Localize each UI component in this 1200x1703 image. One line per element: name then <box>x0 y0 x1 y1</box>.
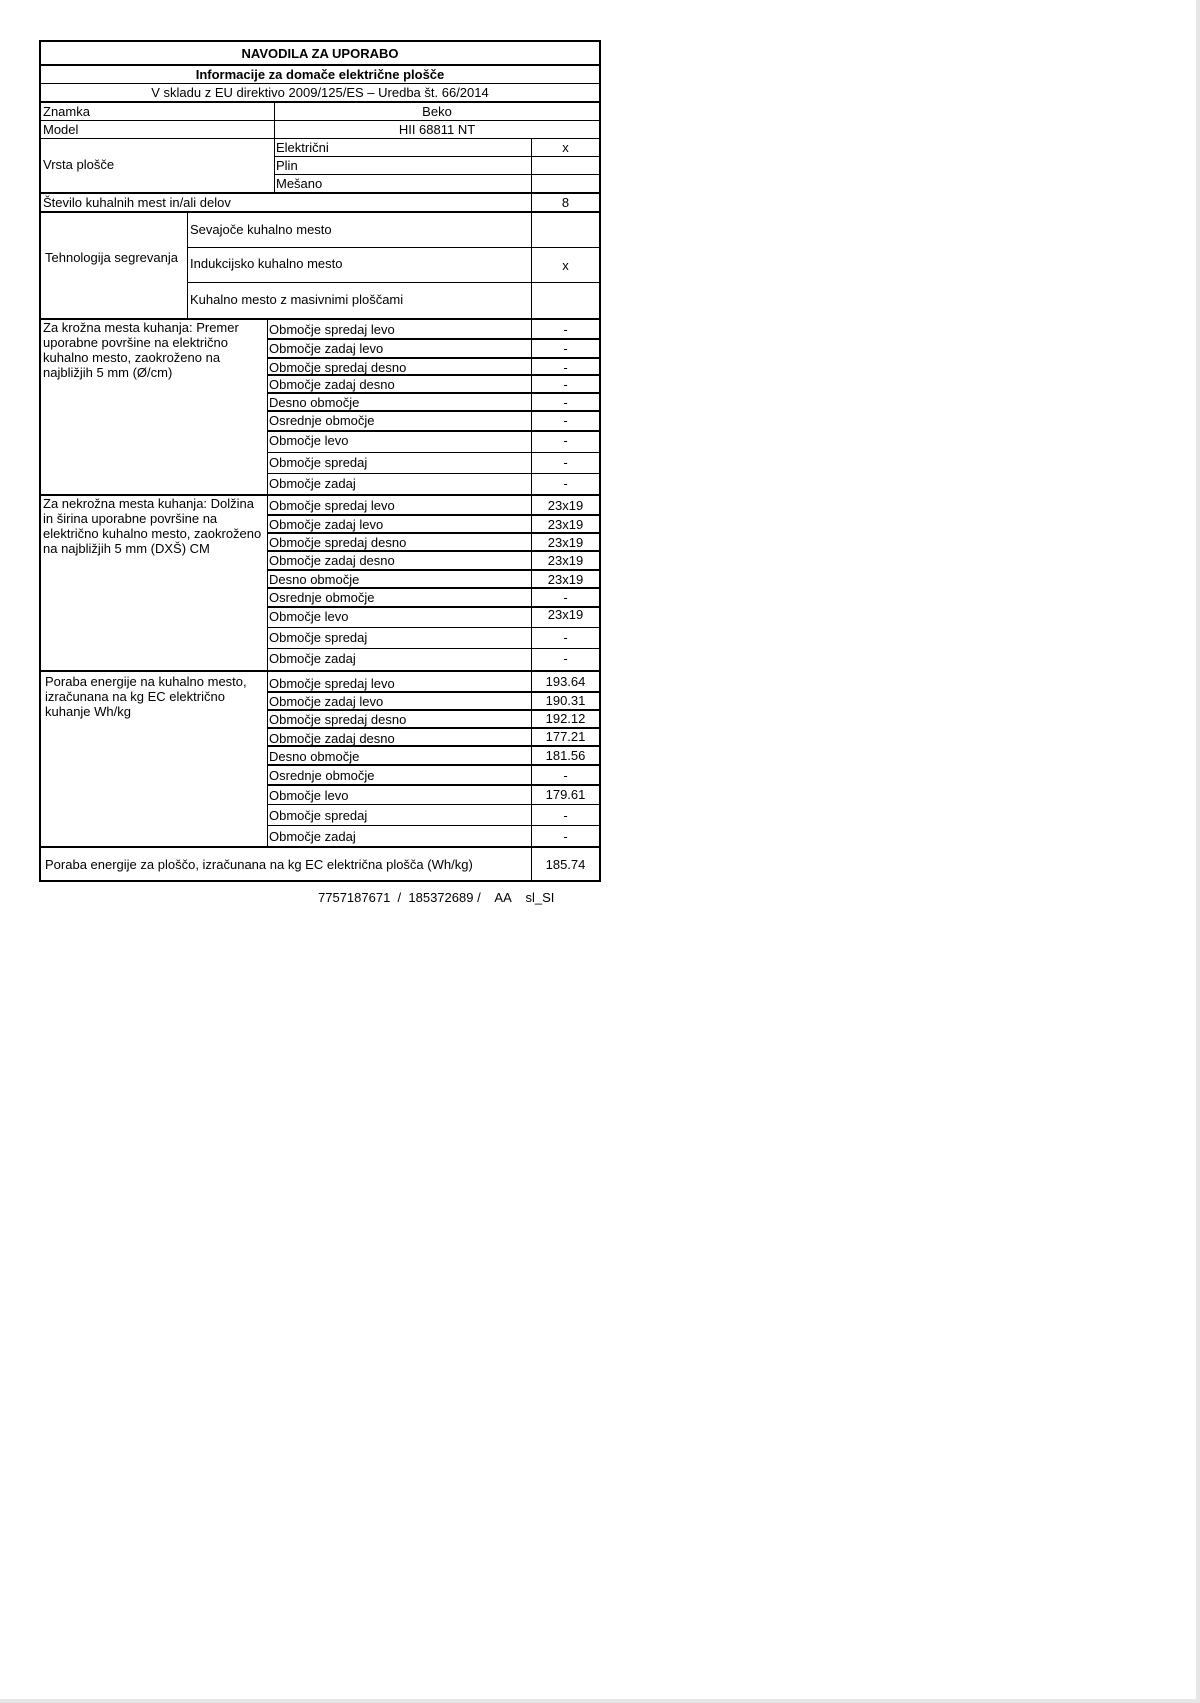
energy-zone-value: 190.31 <box>545 693 586 708</box>
circular-area: Območje spredaj <box>269 455 368 470</box>
circular-area: Območje levo <box>269 433 349 448</box>
energy-zone-area: Območje spredaj levo <box>269 676 395 691</box>
heating-tech-option: Sevajoče kuhalno mesto <box>190 222 332 237</box>
footer-code: 7757187671 <box>318 890 391 905</box>
brand-label: Znamka <box>43 104 90 119</box>
noncircular-value: - <box>563 590 568 605</box>
circular-value: - <box>563 360 568 375</box>
noncircular-label: Za nekrožna mesta kuhanja: Dolžina in širina uporabne površine na električno kuhalno mesto, zaokroženo na najbližjih 5 mm (DXŠ) CM <box>43 496 262 556</box>
plate-type-option: Plin <box>276 158 298 173</box>
circular-value: - <box>563 377 568 392</box>
circular-area: Območje spredaj desno <box>269 360 407 375</box>
circular-value: - <box>563 433 568 448</box>
noncircular-value: - <box>563 651 568 666</box>
energy-zone-value: 179.61 <box>545 787 586 802</box>
circular-area: Območje spredaj levo <box>269 322 395 337</box>
noncircular-area: Desno območje <box>269 572 360 587</box>
brand-value: Beko <box>422 104 452 119</box>
energy-zone-area: Osrednje območje <box>269 768 375 783</box>
noncircular-value: 23x19 <box>547 535 584 550</box>
circular-value: - <box>563 455 568 470</box>
circular-area: Območje zadaj desno <box>269 377 395 392</box>
circular-value: - <box>563 322 568 337</box>
noncircular-value: 23x19 <box>547 572 584 587</box>
energy-zone-area: Območje zadaj desno <box>269 731 395 746</box>
energy-zone-area: Območje levo <box>269 788 349 803</box>
energy-zone-area: Območje zadaj levo <box>269 694 384 709</box>
circular-value: - <box>563 476 568 491</box>
footer-code: 185372689 <box>408 890 474 905</box>
energy-zone-area: Desno območje <box>269 749 360 764</box>
sheet-title: NAVODILA ZA UPORABO <box>241 46 399 61</box>
noncircular-area: Območje spredaj levo <box>269 498 395 513</box>
plate-type-mark <box>532 157 599 174</box>
heating-tech-mark <box>532 222 599 240</box>
footer-locale: sl_SI <box>525 890 555 905</box>
energy-zone-value: 181.56 <box>545 748 586 763</box>
noncircular-value: 23x19 <box>547 553 584 568</box>
circular-value: - <box>563 395 568 410</box>
product-info-sheet <box>39 40 601 882</box>
sheet-subtitle: Informacije za domače električne plošče <box>195 67 445 82</box>
circular-label: Za krožna mesta kuhanja: Premer uporabne površine na električno kuhalno mesto, zaokroženo na najbližjih 5 mm (Ø/cm) <box>43 320 239 380</box>
energy-total-value: 185.74 <box>545 857 586 872</box>
noncircular-area: Območje spredaj desno <box>269 535 407 550</box>
circular-area: Območje zadaj <box>269 476 356 491</box>
energy-zone-label: Poraba energije na kuhalno mesto, izračunana na kg EC električno kuhanje Wh/kg <box>45 674 247 719</box>
noncircular-value: 23x19 <box>547 517 584 532</box>
energy-zone-value: - <box>563 768 568 783</box>
energy-zone-value: 193.64 <box>545 674 586 689</box>
noncircular-value: 23x19 <box>547 498 584 513</box>
noncircular-area: Osrednje območje <box>269 590 375 605</box>
regulation-text: V skladu z EU direktivo 2009/125/ES – Uredba št. 66/2014 <box>151 85 489 100</box>
plate-type-option: Električni <box>276 140 329 155</box>
heating-tech-option: Kuhalno mesto z masivnimi ploščami <box>190 292 404 307</box>
noncircular-area: Območje levo <box>269 609 349 624</box>
zones-count-label: Število kuhalnih mest in/ali delov <box>43 195 231 210</box>
energy-total-label: Poraba energije za ploščo, izračunana na kg EC električna plošča (Wh/kg) <box>45 857 473 872</box>
noncircular-area: Območje zadaj desno <box>269 553 395 568</box>
noncircular-area: Območje spredaj <box>269 630 368 645</box>
circular-value: - <box>563 413 568 428</box>
plate-type-mark <box>532 175 599 192</box>
circular-value: - <box>563 341 568 356</box>
energy-zone-value: - <box>563 808 568 823</box>
plate-type-mark: x <box>562 140 569 155</box>
energy-zone-area: Območje spredaj <box>269 808 368 823</box>
circular-area: Desno območje <box>269 395 360 410</box>
heating-tech-mark <box>532 292 599 310</box>
footer-reference: 7757187671 / 185372689 / AA sl_SI <box>318 890 555 905</box>
energy-zone-value: 192.12 <box>545 711 586 726</box>
circular-area: Območje zadaj levo <box>269 341 384 356</box>
energy-zone-value: 177.21 <box>545 729 586 744</box>
model-value: HII 68811 NT <box>398 122 476 137</box>
heating-tech-mark: x <box>562 258 569 273</box>
noncircular-value: - <box>563 630 568 645</box>
energy-zone-area: Območje spredaj desno <box>269 712 407 727</box>
footer-code: AA <box>494 890 512 905</box>
heating-tech-option: Indukcijsko kuhalno mesto <box>190 256 343 271</box>
noncircular-value: 23x19 <box>547 607 584 622</box>
heating-tech-label: Tehnologija segrevanja <box>45 250 178 265</box>
energy-zone-area: Območje zadaj <box>269 829 356 844</box>
plate-type-label: Vrsta plošče <box>43 157 115 172</box>
noncircular-area: Območje zadaj <box>269 651 356 666</box>
model-label: Model <box>43 122 79 137</box>
noncircular-area: Območje zadaj levo <box>269 517 384 532</box>
energy-zone-value: - <box>563 829 568 844</box>
plate-type-option: Mešano <box>276 176 323 191</box>
zones-count-value: 8 <box>561 195 570 210</box>
circular-area: Osrednje območje <box>269 413 375 428</box>
